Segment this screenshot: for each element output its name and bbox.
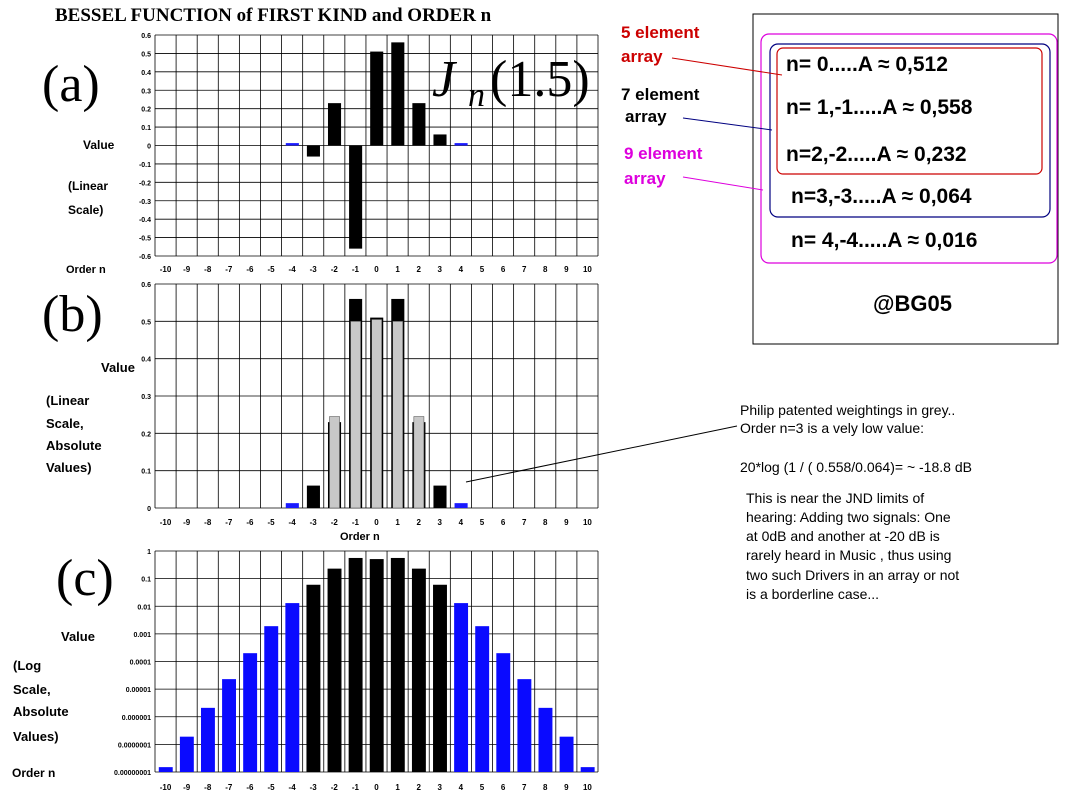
panel-a-bar bbox=[391, 42, 404, 145]
note-paragraph-5: two such Drivers in an array or not bbox=[746, 567, 960, 583]
panel-c-ylabel: Scale, bbox=[13, 682, 51, 697]
panel-c-xlabel: Order n bbox=[12, 766, 56, 780]
panel-b-ytick: 0.1 bbox=[141, 468, 151, 476]
panel-a-bar bbox=[328, 103, 341, 145]
panel-c-bar bbox=[454, 603, 468, 772]
panel-c-bar bbox=[243, 653, 257, 772]
panel-b-xtick: 0 bbox=[374, 518, 379, 527]
panel-c-ylabel: Values) bbox=[13, 729, 59, 744]
panel-a-xtick: -9 bbox=[183, 265, 191, 274]
five-element-label-2: array bbox=[621, 47, 663, 66]
panel-b-chart bbox=[42, 282, 598, 543]
panel-a-ytick: 0.5 bbox=[141, 51, 151, 59]
panel-c-ytick: 0.001 bbox=[133, 631, 151, 639]
panel-b-xtick: 2 bbox=[416, 518, 421, 527]
panel-b-xtick: -7 bbox=[225, 518, 233, 527]
nine-element-label-2: array bbox=[624, 169, 666, 188]
panel-a-xtick: -2 bbox=[330, 265, 338, 274]
panel-b-xtick: -10 bbox=[159, 518, 172, 527]
panel-b-bar bbox=[433, 486, 446, 508]
panel-b-ylabel: (Linear bbox=[46, 393, 90, 408]
panel-c-xtick: 0 bbox=[374, 783, 379, 792]
panel-b-ylabel: Value bbox=[101, 360, 135, 375]
panel-b-xtick: 9 bbox=[564, 518, 569, 527]
panel-a-chart bbox=[42, 33, 598, 276]
panel-a-xtick: 3 bbox=[437, 265, 443, 274]
note-line-4: 20*log (1 / ( 0.558/0.064)= ~ -18.8 dB bbox=[740, 459, 972, 475]
note-paragraph-3: at 0dB and another at -20 dB is bbox=[746, 528, 940, 544]
note-line-2: Order n=3 is a vely low value: bbox=[740, 420, 925, 436]
panel-c-ytick: 0.0001 bbox=[129, 659, 151, 667]
panel-c-bar bbox=[264, 626, 278, 772]
panel-b-grey-bar bbox=[393, 321, 403, 508]
amp-row-n2: n=2,-2.....A ≈ 0,232 bbox=[786, 143, 967, 166]
five-element-label-1: 5 element bbox=[621, 23, 700, 42]
panel-a-ytick: 0.4 bbox=[141, 69, 151, 77]
panel-a-xtick: 5 bbox=[479, 265, 485, 274]
panel-a-label: (a) bbox=[42, 56, 100, 113]
note-paragraph-1: This is near the JND limits of bbox=[746, 490, 925, 506]
panel-b-xtick: -5 bbox=[267, 518, 275, 527]
panel-b-xtick: 1 bbox=[395, 518, 400, 527]
panel-c-bar bbox=[328, 569, 342, 772]
panel-b-ytick: 0.6 bbox=[141, 282, 151, 289]
panel-c-bar bbox=[517, 679, 531, 772]
panel-a-ylabel: Value bbox=[83, 138, 115, 152]
panel-c-bar bbox=[349, 558, 363, 772]
seven-element-label-2: array bbox=[625, 107, 667, 126]
panel-c-xtick: 10 bbox=[582, 783, 592, 792]
panel-c-xtick: -4 bbox=[288, 783, 296, 792]
panel-c-xtick: 9 bbox=[564, 783, 569, 792]
panel-a-xtick: -3 bbox=[309, 265, 317, 274]
note-line-1: Philip patented weightings in grey.. bbox=[740, 402, 956, 418]
panel-c-ytick: 1 bbox=[147, 549, 151, 556]
panel-a-ytick: -0.1 bbox=[138, 161, 151, 169]
panel-b-xtick: -3 bbox=[309, 518, 317, 527]
panel-a-xtick: -7 bbox=[225, 265, 233, 274]
panel-a-xtick: 7 bbox=[521, 265, 527, 274]
panel-c-xtick: 2 bbox=[416, 783, 421, 792]
nine-element-label-1: 9 element bbox=[624, 144, 703, 163]
svg-text:(1.5): (1.5) bbox=[490, 51, 590, 108]
panel-b-bar bbox=[307, 486, 320, 508]
panel-a-ytick: 0.6 bbox=[141, 33, 151, 40]
panel-c-bar bbox=[412, 569, 426, 772]
panel-b-ytick: 0.2 bbox=[141, 431, 151, 439]
signature: @BG05 bbox=[873, 291, 952, 316]
panel-b-xtick: 3 bbox=[437, 518, 443, 527]
panel-c-xtick: 7 bbox=[521, 783, 527, 792]
panel-c-xtick: -1 bbox=[351, 783, 359, 792]
panel-c-ytick: 0.0000001 bbox=[117, 742, 151, 750]
panel-c-xtick: 4 bbox=[458, 783, 464, 792]
panel-c-xtick: -9 bbox=[183, 783, 191, 792]
panel-c-bar bbox=[391, 558, 405, 772]
panel-b-grey-bar bbox=[351, 321, 361, 508]
panel-c-xtick: -7 bbox=[225, 783, 233, 792]
panel-c-chart bbox=[12, 549, 598, 792]
panel-a-ytick: -0.6 bbox=[138, 254, 151, 261]
panel-c-label: (c) bbox=[56, 550, 114, 607]
panel-c-ytick: 0.000001 bbox=[121, 714, 151, 722]
panel-c-bar bbox=[285, 603, 299, 772]
panel-c-ytick: 0.00001 bbox=[125, 687, 151, 695]
amp-row-n3: n=3,-3.....A ≈ 0,064 bbox=[791, 185, 972, 208]
panel-b-ytick: 0.4 bbox=[141, 356, 151, 364]
panel-c-xtick: -2 bbox=[330, 783, 338, 792]
panel-a-xtick: -1 bbox=[351, 265, 359, 274]
panel-a-xtick: -8 bbox=[204, 265, 212, 274]
panel-a-xlabel: Order n bbox=[66, 264, 106, 276]
panel-b-xlabel: Order n bbox=[340, 531, 380, 543]
panel-c-ytick: 0.01 bbox=[137, 604, 151, 612]
amplitude-legend-box bbox=[621, 14, 1058, 344]
panel-b-ytick: 0.5 bbox=[141, 319, 151, 327]
panel-a-ytick: -0.2 bbox=[138, 180, 151, 188]
panel-a-bar bbox=[433, 134, 446, 145]
panel-a-ytick: 0 bbox=[147, 143, 151, 151]
panel-c-bar bbox=[433, 585, 447, 772]
panel-a-formula bbox=[432, 51, 590, 114]
panel-c-ylabel: Absolute bbox=[13, 704, 69, 719]
panel-b-ytick: 0 bbox=[147, 506, 151, 513]
panel-c-xtick: -10 bbox=[159, 783, 172, 792]
panel-c-xtick: -3 bbox=[309, 783, 317, 792]
seven-element-label-1: 7 element bbox=[621, 85, 700, 104]
panel-a-bar bbox=[370, 52, 383, 146]
panel-a-xtick: 2 bbox=[416, 265, 421, 274]
panel-b-xtick: -9 bbox=[183, 518, 191, 527]
panel-c-bar bbox=[560, 737, 574, 772]
panel-c-bar bbox=[222, 679, 236, 772]
panel-c-bar bbox=[306, 585, 320, 772]
note-pointer-line bbox=[466, 426, 737, 482]
seven-element-pointer bbox=[683, 118, 772, 130]
svg-text:J: J bbox=[432, 51, 456, 108]
panel-a-ytick: -0.4 bbox=[138, 217, 151, 225]
panel-c-bar bbox=[159, 767, 173, 772]
note-paragraph-6: is a borderline case... bbox=[746, 586, 880, 602]
panel-c-ytick: 0.00000001 bbox=[114, 770, 151, 777]
panel-b-bar bbox=[286, 503, 299, 508]
panel-b-xtick: -4 bbox=[288, 518, 296, 527]
panel-a-xtick: 10 bbox=[582, 265, 592, 274]
amp-row-n4: n= 4,-4.....A ≈ 0,016 bbox=[791, 229, 978, 252]
panel-a-ytick: -0.5 bbox=[138, 235, 151, 243]
panel-c-bar bbox=[539, 708, 553, 772]
panel-b-xtick: 7 bbox=[521, 518, 527, 527]
panel-b-xtick: -1 bbox=[351, 518, 359, 527]
note-block bbox=[466, 402, 972, 602]
panel-a-ytick: -0.3 bbox=[138, 198, 151, 206]
panel-b-xtick: -2 bbox=[330, 518, 338, 527]
panel-a-xtick: -10 bbox=[159, 265, 172, 274]
panel-a-ytick: 0.3 bbox=[141, 88, 151, 96]
panel-a-ytick: 0.1 bbox=[141, 125, 151, 133]
panel-a-xtick: 1 bbox=[395, 265, 400, 274]
note-paragraph-2: hearing: Adding two signals: One bbox=[746, 509, 951, 525]
panel-a-bar bbox=[349, 146, 362, 249]
panel-c-xtick: -8 bbox=[204, 783, 212, 792]
panel-a-ylabel: (Linear bbox=[68, 179, 109, 193]
svg-text:n: n bbox=[468, 77, 485, 114]
panel-a-ylabel: Scale) bbox=[68, 203, 104, 217]
panel-a-bar bbox=[307, 146, 320, 157]
panel-a-ytick: 0.2 bbox=[141, 106, 151, 114]
panel-a-xtick: -6 bbox=[246, 265, 254, 274]
panel-b-xtick: 4 bbox=[458, 518, 464, 527]
panel-b-ylabel: Absolute bbox=[46, 438, 102, 453]
panel-a-xtick: 8 bbox=[543, 265, 548, 274]
panel-b-xtick: 8 bbox=[543, 518, 548, 527]
panel-c-bar bbox=[180, 737, 194, 772]
panel-c-xtick: 6 bbox=[500, 783, 506, 792]
panel-b-xtick: 5 bbox=[479, 518, 485, 527]
panel-b-label: (b) bbox=[42, 286, 103, 343]
panel-b-bar bbox=[455, 503, 468, 508]
page-title: BESSEL FUNCTION of FIRST KIND and ORDER n bbox=[55, 5, 492, 26]
panel-a-xtick: 6 bbox=[500, 265, 506, 274]
panel-c-ytick: 0.1 bbox=[141, 576, 151, 584]
panel-c-xtick: 3 bbox=[437, 783, 443, 792]
panel-a-bar bbox=[455, 143, 468, 145]
panel-c-xtick: -6 bbox=[246, 783, 254, 792]
panel-a-xtick: 9 bbox=[564, 265, 569, 274]
panel-a-xtick: 4 bbox=[458, 265, 464, 274]
panel-a-bar bbox=[412, 103, 425, 145]
five-element-pointer bbox=[672, 58, 782, 75]
amp-row-n1: n= 1,-1.....A ≈ 0,558 bbox=[786, 96, 973, 119]
panel-c-xtick: 8 bbox=[543, 783, 548, 792]
panel-c-xtick: 5 bbox=[479, 783, 485, 792]
panel-b-grey-bar bbox=[329, 417, 339, 508]
panel-a-xtick: 0 bbox=[374, 265, 379, 274]
nine-element-pointer bbox=[683, 177, 763, 190]
panel-c-bar bbox=[581, 767, 595, 772]
panel-a-bar bbox=[286, 143, 299, 145]
panel-b-grey-bar bbox=[414, 417, 424, 508]
panel-b-ytick: 0.3 bbox=[141, 394, 151, 401]
panel-c-bar bbox=[475, 626, 489, 772]
panel-c-bar bbox=[201, 708, 215, 772]
panel-c-ylabel: Value bbox=[61, 629, 95, 644]
panel-a-xtick: -4 bbox=[288, 265, 296, 274]
amp-row-n0: n= 0.....A ≈ 0,512 bbox=[786, 53, 948, 76]
panel-c-bar bbox=[496, 653, 510, 772]
panel-a-xtick: -5 bbox=[267, 265, 275, 274]
panel-b-ylabel: Scale, bbox=[46, 416, 84, 431]
panel-c-xtick: -5 bbox=[267, 783, 275, 792]
panel-c-ylabel: (Log bbox=[13, 658, 42, 673]
panel-b-xtick: -6 bbox=[246, 518, 254, 527]
panel-c-bar bbox=[370, 559, 384, 772]
panel-b-xtick: 6 bbox=[500, 518, 506, 527]
panel-b-ylabel: Values) bbox=[46, 460, 92, 475]
note-paragraph-4: rarely heard in Music , thus using bbox=[746, 547, 952, 563]
panel-b-xtick: -8 bbox=[204, 518, 212, 527]
panel-c-xtick: 1 bbox=[395, 783, 400, 792]
panel-b-xtick: 10 bbox=[582, 518, 592, 527]
panel-b-grey-bar bbox=[372, 319, 382, 508]
